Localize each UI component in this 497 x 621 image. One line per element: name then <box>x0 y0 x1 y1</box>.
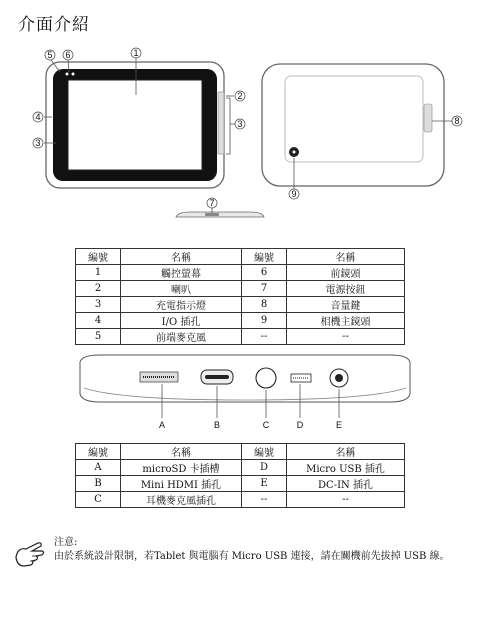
table-cell: 耳機麥克風插孔 <box>121 492 242 508</box>
table-row <box>76 313 405 329</box>
table-cell: -- <box>242 329 287 345</box>
callout-8: 8 <box>454 116 460 126</box>
table-row <box>76 492 405 508</box>
table-cell: Micro USB 插孔 <box>287 460 405 476</box>
table-header: 編號 <box>76 249 121 265</box>
table-cell: 充電指示燈 <box>121 297 242 313</box>
table-cell: 電源按鈕 <box>287 281 405 297</box>
table-header-row <box>76 444 405 460</box>
table-header: 名稱 <box>287 444 405 460</box>
table-cell: A <box>76 460 121 476</box>
table-cell: 5 <box>76 329 121 345</box>
table-row <box>76 329 405 345</box>
table-header-row <box>76 249 405 265</box>
callout-7: 7 <box>209 198 215 208</box>
table-cell: DC-IN 插孔 <box>287 476 405 492</box>
tablet-front-view <box>46 62 224 188</box>
hand-pointing-icon <box>12 537 48 571</box>
table-cell: Mini HDMI 插孔 <box>121 476 242 492</box>
component-table <box>75 248 405 345</box>
table-cell: 6 <box>242 265 287 281</box>
connector-label-a: A <box>158 420 166 430</box>
callout-6: 6 <box>65 50 71 60</box>
table-cell: C <box>76 492 121 508</box>
table-cell: I/O 插孔 <box>121 313 242 329</box>
page-title: 介面介紹 <box>18 15 90 35</box>
table-cell: E <box>242 476 287 492</box>
table-row <box>76 265 405 281</box>
table-header: 編號 <box>242 444 287 460</box>
table-cell: 喇叭 <box>121 281 242 297</box>
table-row <box>76 476 405 492</box>
table-cell: 前鏡頭 <box>287 265 405 281</box>
callout-4: 4 <box>35 112 41 122</box>
table-cell: D <box>242 460 287 476</box>
table-cell: 2 <box>76 281 121 297</box>
tablet-top-edge <box>176 212 264 217</box>
connector-table <box>75 443 405 508</box>
note-heading: 注意: <box>54 537 78 548</box>
table-row <box>76 281 405 297</box>
tablet-connector-side <box>80 355 410 402</box>
table-cell: B <box>76 476 121 492</box>
table-cell: 7 <box>242 281 287 297</box>
callout-3b: 3 <box>237 119 243 129</box>
table-cell: 9 <box>242 313 287 329</box>
table-row <box>76 460 405 476</box>
table-cell: microSD 卡插槽 <box>121 460 242 476</box>
table-row <box>76 297 405 313</box>
callout-1: 1 <box>133 48 139 58</box>
table-header: 名稱 <box>121 249 242 265</box>
connector-label-c: C <box>262 420 270 430</box>
connector-label-b: B <box>213 420 221 430</box>
table-header: 編號 <box>76 444 121 460</box>
callout-5: 5 <box>47 50 53 60</box>
table-cell: 8 <box>242 297 287 313</box>
table-cell: 3 <box>76 297 121 313</box>
callout-2: 2 <box>237 91 243 101</box>
note-block <box>54 536 474 564</box>
table-header: 名稱 <box>121 444 242 460</box>
table-cell: 觸控螢幕 <box>121 265 242 281</box>
table-cell: -- <box>287 329 405 345</box>
note-text: 由於系統設計限制，若Tablet 與電腦有 Micro USB 連接，請在關機前先拔掉 USB 線。 <box>54 551 450 562</box>
tablet-back-view <box>262 64 444 186</box>
callout-3: 3 <box>35 138 41 148</box>
table-cell: 音量鍵 <box>287 297 405 313</box>
table-cell: -- <box>287 492 405 508</box>
connector-label-d: D <box>296 420 304 430</box>
table-header: 編號 <box>242 249 287 265</box>
table-cell: 1 <box>76 265 121 281</box>
table-cell: -- <box>242 492 287 508</box>
table-cell: 前端麥克風 <box>121 329 242 345</box>
table-cell: 4 <box>76 313 121 329</box>
connector-label-e: E <box>335 420 343 430</box>
table-header: 名稱 <box>287 249 405 265</box>
table-cell: 相機主鏡頭 <box>287 313 405 329</box>
callout-9: 9 <box>291 189 297 199</box>
